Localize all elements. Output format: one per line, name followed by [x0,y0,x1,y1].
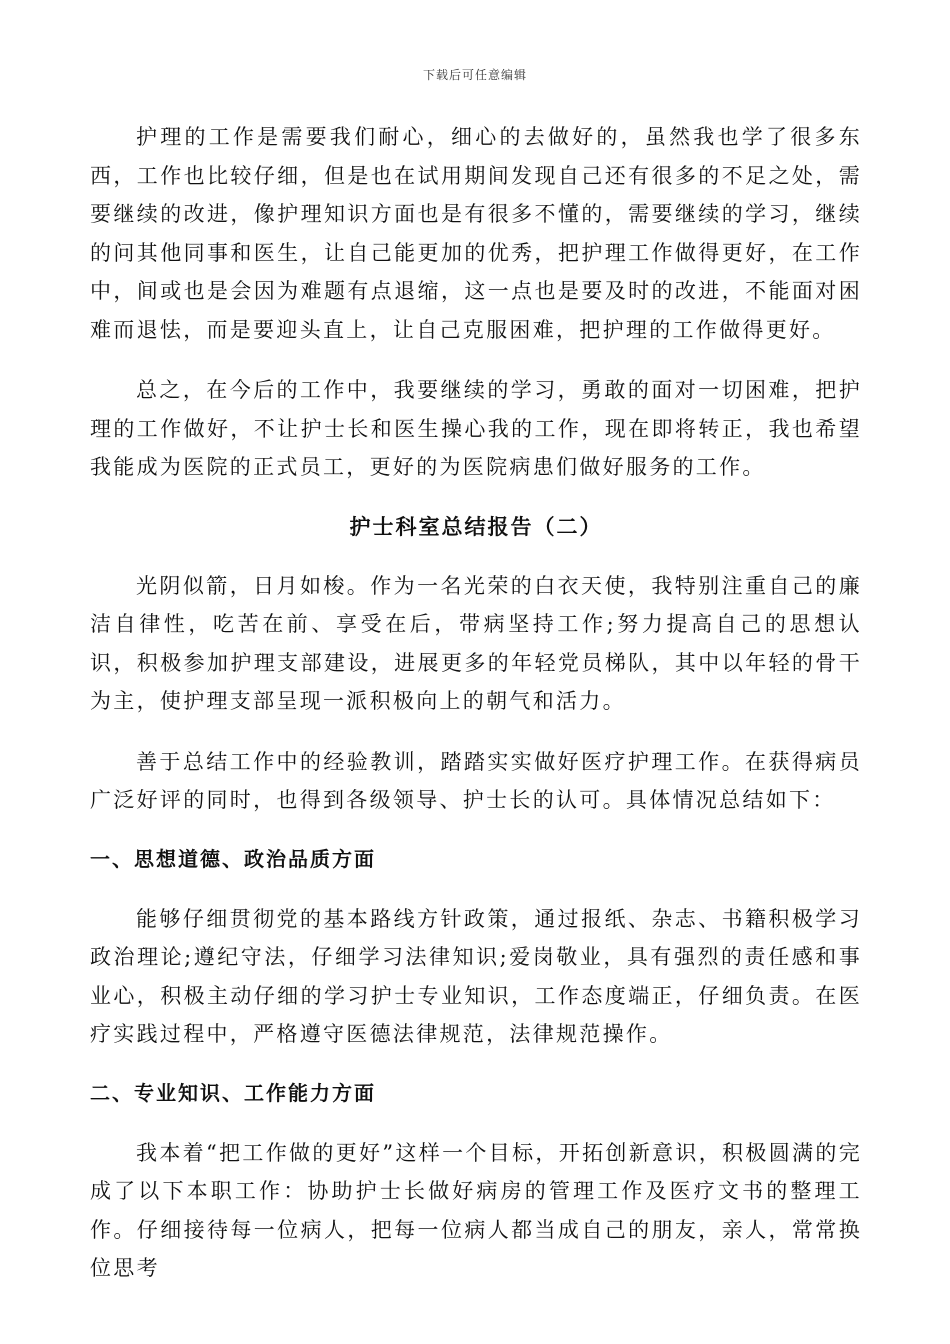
report-title: 护士科室总结报告（二） [349,513,603,539]
document-body [90,118,862,1310]
section-heading-ethics: 一、思想道德、政治品质方面 [90,846,376,871]
page-header-note: 下载后可任意编辑 [422,68,527,82]
paragraph-skills: 我本着“把工作做的更好”这样一个目标，开拓创新意识，积极圆满的完成了以下本职工作：协助护士长做好病房的管理工作及医疗文书的整理工作。仔细接待每一位病人，把每一位病人都当成自己的朋友，亲人，常常换位思考 [90,1140,862,1280]
paragraph-summary-intro: 善于总结工作中的经验教训，踏踏实实做好医疗护理工作。在获得病员广泛好评的同时，也得到各级领导、护士长的认可。具体情况总结如下： [90,749,862,812]
paragraph-conclusion: 总之，在今后的工作中，我要继续的学习，勇敢的面对一切困难，把护理的工作做好，不让护士长和医生操心我的工作，现在即将转正，我也希望我能成为医院的正式员工，更好的为医院病患们做好服务的工作。 [90,378,862,479]
section-heading-skills: 二、专业知识、工作能力方面 [90,1080,376,1105]
paragraph-intro: 光阴似箭，日月如梭。作为一名光荣的白衣天使，我特别注重自己的廉洁自律性，吃苦在前、享受在后，带病坚持工作;努力提高自己的思想认识，积极参加护理支部建设，进展更多的年轻党员梯队，其中以年轻的骨干为主，使护理支部呈现一派积极向上的朝气和活力。 [90,573,862,713]
paragraph-nursing-work: 护理的工作是需要我们耐心，细心的去做好的，虽然我也学了很多东西，工作也比较仔细，但是也在试用期间发现自己还有很多的不足之处，需要继续的改进，像护理知识方面也是有很多不懂的，需要继续的学习，继续的问其他同事和医生，让自己能更加的优秀，把护理工作做得更好，在工作中，间或也是会因为难题有点退缩，这一点也是要及时的改进，不能面对困难而退怯，而是要迎头直上，让自己克服困难，把护理的工作做得更好。 [90,125,862,342]
paragraph-ethics: 能够仔细贯彻党的基本路线方针政策，通过报纸、杂志、书籍积极学习政治理论;遵纪守法，仔细学习法律知识;爱岗敬业，具有强烈的责任感和事业心，积极主动仔细的学习护士专业知识，工作态度端正，仔细负责。在医疗实践过程中，严格遵守医德法律规范，法律规范操作。 [90,906,862,1046]
